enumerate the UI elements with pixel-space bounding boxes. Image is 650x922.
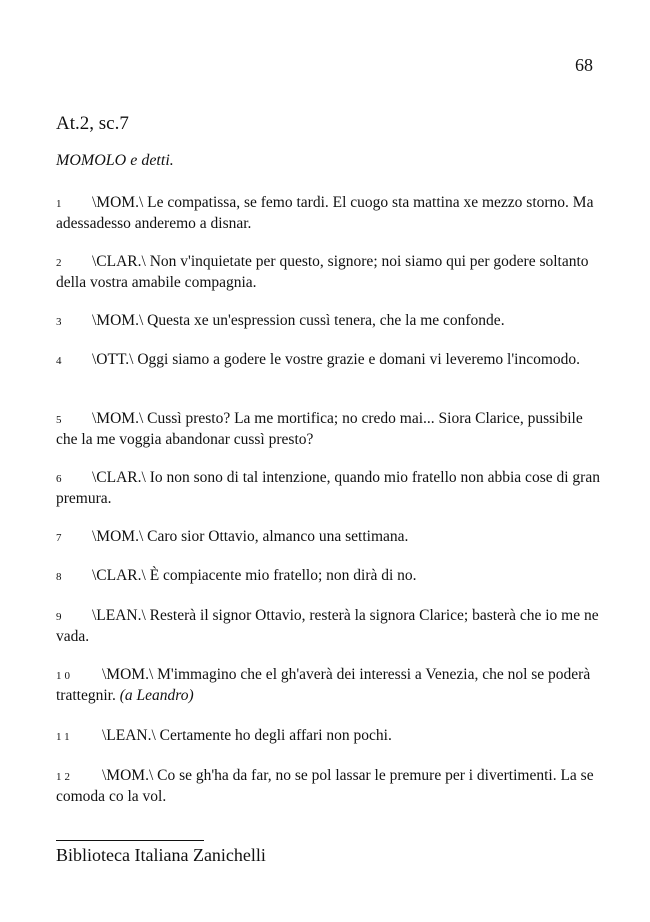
line-text: \MOM.\ Cussì presto? La me mortifica; no credo mai... Siora Clarice, pussibile che la me voggia abandonar cussì presto?: [56, 410, 583, 448]
line-number: 7: [56, 532, 65, 544]
dialogue-line: [56, 350, 601, 371]
line-number: 3: [56, 316, 65, 328]
footer-rule: [56, 840, 204, 841]
footer-text: Biblioteca Italiana Zanichelli: [56, 845, 266, 865]
line-text: \MOM.\ M'immagino che el gh'averà dei interessi a Venezia, che nol se poderà trattegnir.: [56, 666, 591, 704]
line-number: 10: [56, 670, 73, 682]
dialogue-line: [56, 726, 601, 747]
line-number: 6: [56, 473, 65, 485]
line-text: \OTT.\ Oggi siamo a godere le vostre grazie e domani vi leveremo l'incomodo.: [92, 351, 581, 368]
dialogue-line: [56, 665, 601, 706]
line-text: \MOM.\ Questa xe un'espression cussì tenera, che la me confonde.: [92, 312, 505, 329]
line-aside: (a Leandro): [119, 687, 194, 704]
page-number: 68: [575, 55, 593, 75]
line-text: \MOM.\ Le compatissa, se femo tardi. El cuogo sta mattina xe mezzo storno. Ma adessadesso anderemo a disnar.: [56, 194, 594, 232]
dialogue-line: [56, 193, 601, 234]
line-text: \LEAN.\ Resterà il signor Ottavio, resterà la signora Clarice; basterà che io me ne vada.: [56, 607, 599, 645]
stage-direction: MOMOLO e detti.: [56, 152, 174, 169]
dialogue-line: [56, 252, 601, 293]
dialogue-line: [56, 566, 601, 587]
line-number: 11: [56, 731, 73, 743]
dialogue-line: [56, 468, 601, 509]
line-text: \CLAR.\ Io non sono di tal intenzione, quando mio fratello non abbia cose di gran premura.: [56, 469, 600, 507]
line-number: 8: [56, 571, 65, 583]
dialogue-line: [56, 409, 601, 450]
line-text: \MOM.\ Caro sior Ottavio, almanco una settimana.: [92, 528, 409, 545]
dialogue-line: [56, 527, 601, 548]
line-number: 5: [56, 414, 65, 426]
line-text: \CLAR.\ È compiacente mio fratello; non dirà di no.: [92, 567, 417, 584]
line-number: 2: [56, 257, 65, 269]
dialogue-line: [56, 311, 601, 332]
line-number: 1: [56, 198, 65, 210]
line-text: \LEAN.\ Certamente ho degli affari non pochi.: [102, 727, 392, 744]
line-text: \MOM.\ Co se gh'ha da far, no se pol lassar le premure per i divertimenti. La se comoda co la vol.: [56, 767, 594, 805]
line-text: \CLAR.\ Non v'inquietate per questo, signore; noi siamo qui per godere soltanto della vostra amabile compagnia.: [56, 253, 589, 291]
line-number: 4: [56, 355, 65, 367]
line-number: 9: [56, 611, 65, 623]
dialogue-line: [56, 766, 601, 807]
scene-heading: At.2, sc.7: [56, 113, 129, 134]
line-number: 12: [56, 771, 73, 783]
dialogue-line: [56, 606, 601, 647]
